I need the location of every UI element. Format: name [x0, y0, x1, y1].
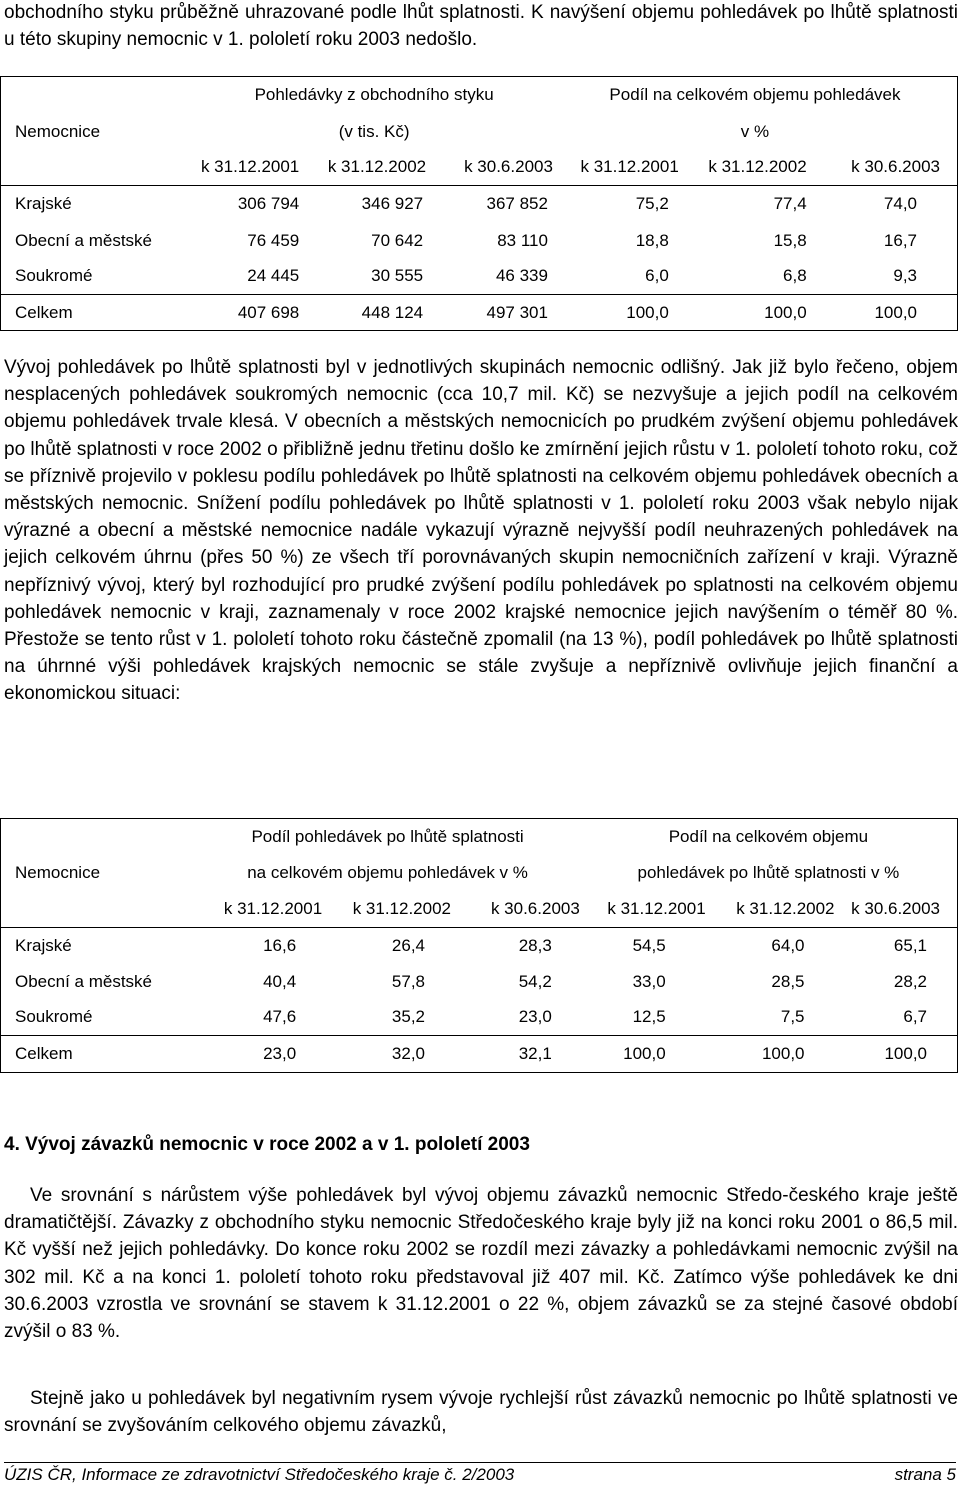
cell: 6,7	[903, 1007, 927, 1027]
row-label: Obecní a městské	[15, 971, 153, 991]
table2-group2-unit: pohledávek po lhůtě splatnosti v %	[637, 862, 900, 882]
table2-dates-row	[1, 891, 958, 928]
table2-group2-title: Podíl na celkovém objemu	[668, 826, 869, 846]
cell: 407 698	[195, 295, 299, 331]
cell: 64,0	[706, 928, 835, 964]
cell: 448 124	[299, 295, 426, 331]
cell: 100,0	[580, 1036, 706, 1073]
section-paragraph-2: Stejně jako u pohledávek byl negativním rysem vývoje rychlejší růst závazků nemocnic po lhůtě splatnosti ve srovnání se zvyšováním celkového objemu závazků,	[4, 1388, 958, 1437]
overdue-receivables-table	[0, 818, 958, 1073]
row-label: Soukromé	[15, 1007, 93, 1027]
table-row	[1, 1000, 958, 1036]
middle-paragraph: Vývoj pohledávek po lhůtě splatnosti byl v jednotlivých skupinách nemocnic odlišný. Jak již bylo řečeno, objem nesplacených pohledávek soukromých nemocnic (cca 10,7 mil. Kč) se nezvyšuje a jejich podíl na celkovém objemu pohledávek trvale klesá. V obecních a městských nemocnicích po prudkém zvýšení objemu pohledávek po lhůtě splatnosti v roce 2002 o přibližně jednu třetinu došlo ke zmírnění jejich růstu v 1. pololetí tohoto roku, což se příznivě projevilo v poklesu podílu pohledávek po lhůtě splatnosti na celkovém objemu pohledávek obecních a městských nemocnic. Snížení podílu pohledávek po lhůtě splatnosti v 1. pololetí roku 2003 však nebylo nijak výrazné a obecní a městské nemocnice nadále vykazují výrazně nejvyšší podíl neuhrazených pohledávek na jejich celkovém úhrnu (přes 50 %) ze všech tří porovnávaných skupin nemocničních zařízení v kraji. Výrazně nepříznivý vývoj, který byl rozhodující pro prudké zvýšení podílu pohledávek po splatnosti na celkovém objemu pohledávek nemocnic v kraji, zaznamenaly v roce 2002 krajské nemocnice jejich navýšením o téměř 80 %. Přestože se tento růst v 1. pololetí tohoto roku částečně zpomalil (na 13 %), podíl pohledávek po lhůtě splatnosti na úhrnné výši pohledávek krajských nemocnic se stále zvyšuje a nepříznivě ovlivňuje jejich finanční a ekonomickou situaci:	[4, 357, 958, 705]
cell: 30 555	[371, 266, 424, 286]
cell: 47,6	[263, 1007, 297, 1027]
receivables-table	[0, 76, 958, 331]
row-label: Celkem	[1, 1036, 196, 1073]
cell: 6,8	[783, 266, 807, 286]
cell: 100,0	[807, 295, 958, 331]
table1-header-row-2	[1, 114, 958, 150]
table-row	[1, 259, 958, 295]
footer-page-number: strana 5	[894, 1465, 956, 1484]
intro-paragraph: obchodního styku průběžně uhrazované podle lhůt splatnosti. K navýšení objemu pohledávek po lhůtě splatnosti u této skupiny nemocnic v 1. pololetí roku 2003 nedošlo.	[4, 2, 958, 51]
table-total-row	[1, 1036, 958, 1073]
table1-group1-title: Pohledávky z obchodního styku	[254, 85, 494, 105]
table1-date: k 31.12.2001	[200, 157, 300, 177]
table1-date: k 30.6.2003	[851, 157, 940, 177]
table1-date: k 30.6.2003	[464, 157, 553, 177]
cell: 83 110	[497, 230, 548, 250]
table1-group1-unit: (v tis. Kč)	[338, 121, 410, 141]
footer-source: ÚZIS ČR, Informace ze zdravotnictví Středočeského kraje č. 2/2003	[4, 1465, 515, 1484]
cell: 100,0	[553, 295, 679, 331]
table2-date: k 31.12.2002	[352, 898, 451, 918]
table2-header-row-1	[1, 819, 958, 855]
cell: 100,0	[679, 295, 807, 331]
cell: 24 445	[247, 266, 300, 286]
cell: 346 927	[299, 186, 426, 223]
table-total-row	[1, 295, 958, 331]
cell: 28,3	[451, 928, 580, 964]
row-label: Krajské	[1, 928, 196, 964]
cell: 54,5	[580, 928, 706, 964]
row-label: Soukromé	[15, 266, 93, 286]
section-heading: 4. Vývoj závazků nemocnic v roce 2002 a v 1. pololetí 2003	[4, 1134, 530, 1155]
cell: 6,0	[645, 266, 669, 286]
cell: 12,5	[632, 1007, 666, 1027]
table-row	[1, 223, 958, 259]
cell: 100,0	[835, 1036, 958, 1073]
table1-date: k 31.12.2001	[580, 157, 679, 177]
row-label: Celkem	[1, 295, 196, 331]
cell: 18,8	[635, 230, 669, 250]
cell: 57,8	[391, 971, 425, 991]
cell: 7,5	[780, 1007, 805, 1027]
cell: 497 301	[426, 295, 553, 331]
table2-date: k 30.6.2003	[851, 898, 940, 918]
cell: 23,0	[518, 1007, 552, 1027]
cell: 32,1	[451, 1036, 580, 1073]
table2-header-row-2	[1, 855, 958, 891]
cell: 306 794	[195, 186, 299, 223]
cell: 77,4	[679, 186, 807, 223]
table-row	[1, 964, 958, 1000]
table1-dates-row	[1, 150, 958, 186]
cell: 33,0	[632, 971, 666, 991]
cell: 26,4	[322, 928, 451, 964]
cell: 16,6	[195, 928, 322, 964]
section-paragraph-1: Ve srovnání s nárůstem výše pohledávek byl vývoj objemu závazků nemocnic Středo-českého kraje ještě dramatičtější. Závazky z obchodního styku nemocnic Středočeského kraje byly již na konci roku 2001 o 86,5 mil. Kč vyšší než jejich pohledávky. Do konce roku 2002 se rozdíl mezi závazky a pohledávkami nemocnic zvýšil na 302 mil. Kč a na konci 1. pololetí tohoto roku představoval již 407 mil. Kč. Zatímco výše pohledávek ke dni 30.6.2003 vzrostla ve srovnání se stavem k 31.12.2001 o 22 %, objem závazků se za stejné časové období zvýšil o 83 %.	[4, 1185, 958, 1343]
table1-row-header: Nemocnice	[15, 121, 101, 141]
cell: 100,0	[706, 1036, 835, 1073]
cell: 28,2	[893, 971, 927, 991]
page-footer	[4, 1462, 956, 1487]
table-row	[1, 928, 958, 964]
table2-group1-unit: na celkovém objemu pohledávek v %	[247, 862, 528, 882]
cell: 16,7	[883, 230, 917, 250]
table1-header-row-1	[1, 77, 958, 114]
cell: 15,8	[773, 230, 807, 250]
cell: 32,0	[322, 1036, 451, 1073]
table2-date: k 31.12.2002	[736, 898, 835, 918]
cell: 70 642	[371, 230, 424, 250]
cell: 23,0	[195, 1036, 322, 1073]
table2-group1-title: Podíl pohledávek po lhůtě splatnosti	[251, 826, 524, 846]
cell: 40,4	[263, 971, 297, 991]
cell: 35,2	[391, 1007, 425, 1027]
cell: 76 459	[247, 230, 300, 250]
cell: 9,3	[893, 266, 917, 286]
cell: 46 339	[495, 266, 548, 286]
table1-group2-unit: v %	[740, 121, 770, 141]
cell: 54,2	[518, 971, 552, 991]
table-row	[1, 186, 958, 223]
table2-row-header: Nemocnice	[15, 862, 101, 882]
cell: 65,1	[835, 928, 958, 964]
cell: 74,0	[807, 186, 958, 223]
row-label: Obecní a městské	[15, 230, 153, 250]
table1-date: k 31.12.2002	[327, 157, 427, 177]
table2-date: k 31.12.2001	[607, 898, 706, 918]
table1-date: k 31.12.2002	[708, 157, 807, 177]
row-label: Krajské	[1, 186, 196, 223]
cell: 28,5	[771, 971, 805, 991]
table2-date: k 31.12.2001	[223, 898, 323, 918]
cell: 367 852	[426, 186, 553, 223]
cell: 75,2	[553, 186, 679, 223]
table1-group2-title: Podíl na celkovém objemu pohledávek	[609, 85, 901, 105]
table2-date: k 30.6.2003	[490, 898, 580, 918]
